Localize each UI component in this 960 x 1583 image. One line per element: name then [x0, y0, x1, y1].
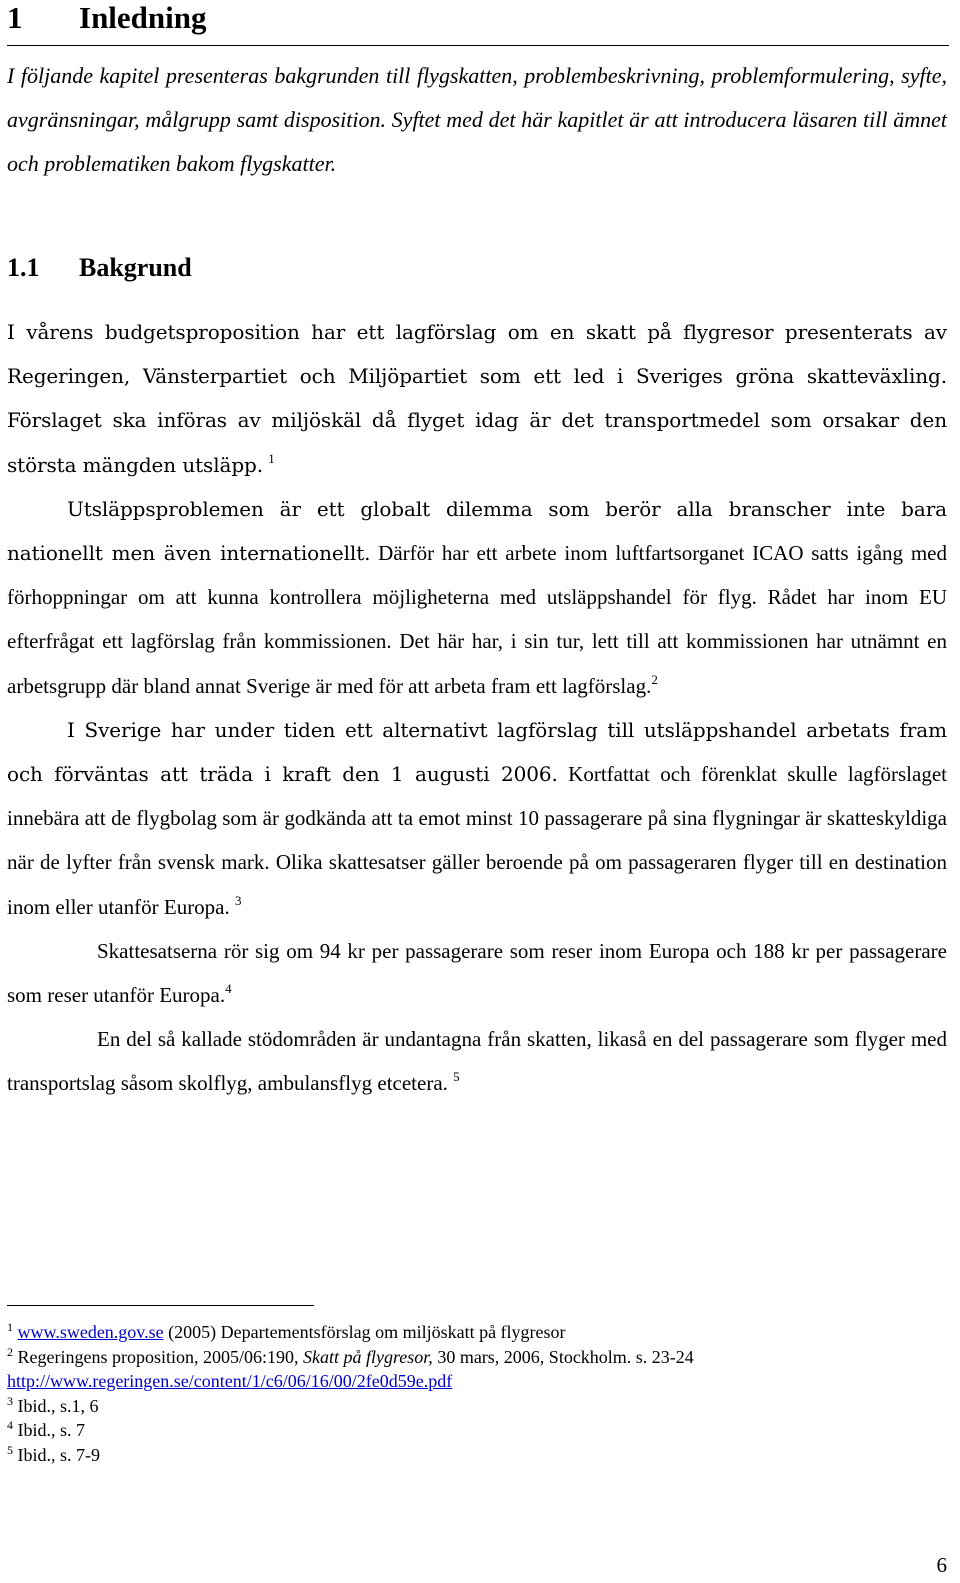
paragraph-1 — [7, 310, 947, 487]
footnote-5-number: 5 — [7, 1442, 13, 1457]
footnote-4 — [7, 1418, 947, 1443]
paragraph-3-text-a: I Sverige har under tiden ett alternativt lagförslag till utsläppshandel arbetats fram och förväntas att träda i kraft den 1 augusti 2006. — [7, 717, 947, 787]
chapter-intro: I följande kapitel presenteras bakgrunden till flygskatten, problembeskrivning, problemformulering, syfte, avgränsningar, målgrupp samt disposition. Syftet med det här kapitlet är att introducera läsaren till ämnet och problematiken bakom flygskatter. — [7, 63, 947, 176]
footnote-2-number: 2 — [7, 1344, 13, 1359]
chapter-heading — [7, 0, 947, 36]
footnote-2-link-line — [7, 1369, 947, 1394]
footnote-2-pre: Regeringens proposition, 2005/06:190, — [17, 1346, 303, 1367]
footnote-4-text: Ibid., s. 7 — [17, 1420, 85, 1441]
footnote-5-text: Ibid., s. 7-9 — [17, 1444, 100, 1465]
footnote-3-text: Ibid., s.1, 6 — [17, 1395, 99, 1416]
footnote-ref-4[interactable]: 4 — [225, 981, 232, 997]
section-title: Bakgrund — [79, 253, 192, 282]
footnote-ref-2[interactable]: 2 — [651, 671, 658, 687]
document-page — [7, 0, 947, 1583]
footnote-separator — [7, 1305, 314, 1306]
footnote-2-link[interactable]: http://www.regeringen.se/content/1/c6/06/16/00/2fe0d59e.pdf — [7, 1371, 453, 1392]
chapter-number: 1 — [7, 0, 23, 35]
footnote-4-number: 4 — [7, 1418, 13, 1433]
footnote-2-title: Skatt på flygresor, — [302, 1346, 433, 1367]
footnote-1-text: (2005) Departementsförslag om miljöskatt på flygresor — [163, 1322, 566, 1342]
paragraph-3 — [7, 708, 947, 929]
paragraph-1-text: I vårens budgetsproposition har ett lagförslag om en skatt på flygresor presenterats av Regeringen, Vänsterpartiet och Miljöpartiet som ett led i Sveriges gröna skatteväxling. Förslaget ska införas av miljöskäl då flyget idag är det transportmedel som orsakar den största mängden utsläpp. — [7, 320, 947, 477]
paragraph-2-text-b: Därför har ett arbete inom luftfartsorganet ICAO satts igång med förhoppningar om att kunna kontrollera möjligheterna med utsläppshandel för flyg. Rådet har inom EU efterfrågat ett lagförslag från kommissionen. Det här har, i sin tur, lett till att kommissionen har utnämnt en arbetsgrupp där bland annat Sverige är med för att arbeta fram ett lagförslag. — [7, 541, 947, 698]
footnotes — [7, 1320, 947, 1468]
paragraph-5 — [7, 1017, 947, 1105]
footnote-ref-5[interactable]: 5 — [453, 1069, 460, 1085]
footnote-2 — [7, 1345, 947, 1370]
chapter-title: Inledning — [79, 0, 207, 35]
footnote-ref-3[interactable]: 3 — [235, 892, 242, 908]
section-number: 1.1 — [7, 253, 40, 282]
footnote-3 — [7, 1394, 947, 1419]
paragraph-2 — [7, 487, 947, 708]
footnote-1-link[interactable]: www.sweden.gov.se — [17, 1322, 164, 1342]
paragraph-4 — [7, 929, 947, 1017]
footnote-5 — [7, 1443, 947, 1468]
section-heading — [7, 250, 947, 286]
footnote-2-post: 30 mars, 2006, Stockholm. s. 23-24 — [432, 1346, 694, 1367]
paragraph-4-text: Skattesatserna rör sig om 94 kr per passagerare som reser inom Europa och 188 kr per passagerare som reser utanför Europa. — [7, 938, 947, 1008]
section-body — [7, 310, 947, 1106]
heading-rule — [7, 45, 949, 46]
footnote-ref-1[interactable]: 1 — [268, 450, 275, 466]
footnote-3-number: 3 — [7, 1393, 13, 1408]
footnote-1 — [7, 1320, 947, 1345]
paragraph-3-text-b: Kortfattat och förenklat skulle lagförslaget innebära att de flygbolag som är godkända att ta emot minst 10 passagerare på sina flygningar är skatteskyldiga när de lyfter från svensk mark. Olika skattesatser gäller beroende på om passageraren flyger till en destination inom eller utanför Europa. — [7, 762, 947, 919]
page-number: 6 — [936, 1553, 947, 1577]
paragraph-5-text: En del så kallade stödområden är undantagna från skatten, likaså en del passagerare som flyger med transportslag såsom skolflyg, ambulansflyg etcetera. — [7, 1027, 947, 1096]
paragraph-2-text-a: Utsläppsproblemen är ett globalt dilemma som berör alla branscher inte bara nationellt men även internationellt. — [7, 496, 947, 566]
footnote-1-number: 1 — [7, 1320, 13, 1334]
